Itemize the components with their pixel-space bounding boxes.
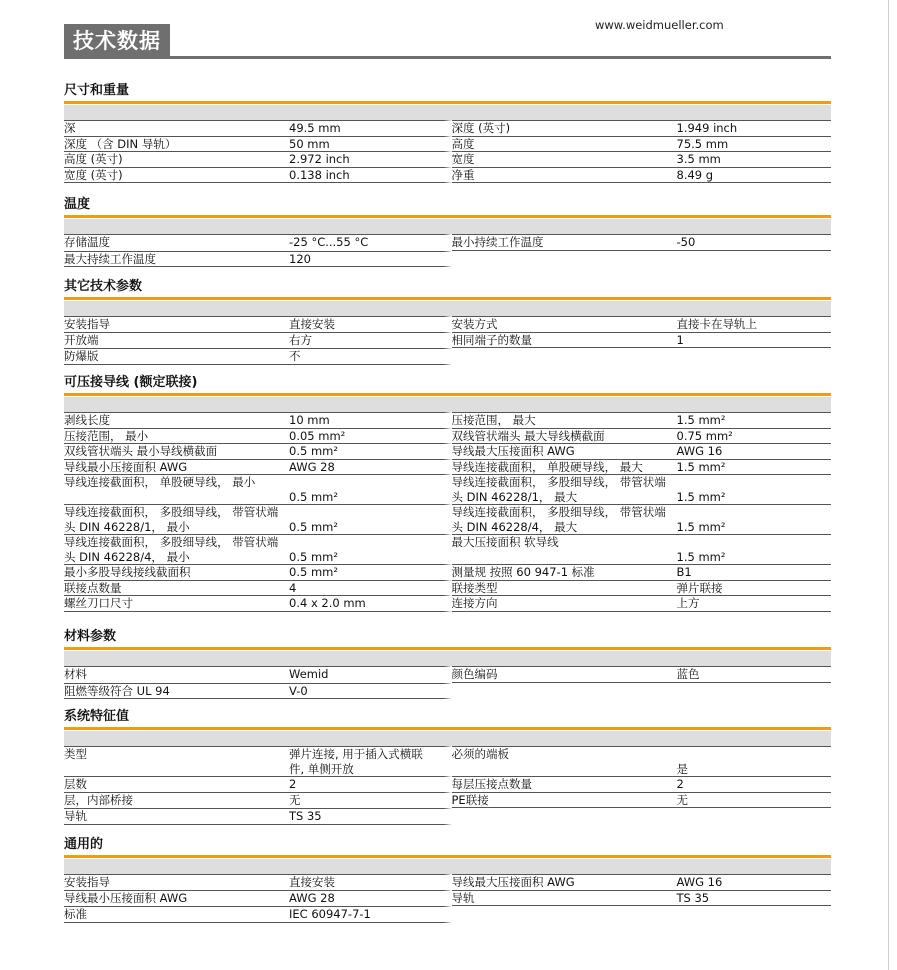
spec-value-line: 直接安装: [289, 317, 335, 331]
section-header-band: [64, 219, 831, 234]
section-dimensions-weight: [64, 82, 831, 183]
section-title: 温度: [64, 197, 91, 212]
spec-value-line: 1: [676, 332, 684, 347]
spec-label: [64, 565, 289, 580]
section-header-band: [64, 397, 831, 412]
spec-label: [64, 535, 289, 564]
spec-label: [452, 875, 677, 890]
spec-label: [64, 475, 289, 504]
spec-label-line: 最大持续工作温度: [64, 251, 156, 266]
spec-value: [677, 793, 832, 808]
spec-value: [677, 891, 832, 906]
spec-value: [289, 475, 444, 504]
spec-row: [64, 595, 831, 612]
spec-value: [289, 349, 444, 364]
spec-value: [677, 505, 832, 534]
spec-value-line: [677, 535, 832, 550]
spec-value: [677, 808, 832, 825]
section-general: [64, 836, 831, 923]
spec-label-line: 导线连接截面积， 多股细导线， 带管状端: [451, 505, 666, 519]
spec-label-line: 头 DIN 46228/4， 最小: [64, 549, 190, 564]
spec-rows: [64, 316, 831, 365]
spec-label: [64, 168, 289, 183]
spec-label-line: 压接范围， 最大: [451, 413, 536, 427]
spec-label: [452, 581, 677, 596]
spec-label: [64, 349, 289, 364]
spec-label: [452, 683, 677, 700]
spec-label: [452, 333, 677, 348]
spec-value: [289, 460, 444, 475]
spec-label: [452, 747, 677, 776]
spec-value-line: 1.5 mm²: [676, 489, 726, 504]
spec-label: [64, 809, 289, 824]
spec-value: [289, 535, 444, 564]
spec-value: [289, 413, 444, 428]
spec-label: [452, 505, 677, 534]
spec-value: [677, 535, 832, 564]
spec-label-line: 导线连接截面积， 多股细导线， 带管状端: [64, 505, 279, 519]
spec-value-line: 弹片连接, 用于插入式横联: [289, 747, 423, 761]
spec-value-line: 无: [289, 792, 301, 807]
spec-label: [452, 413, 677, 428]
spec-row: [64, 251, 831, 268]
spec-value-line: V-0: [289, 683, 308, 698]
spec-label-line: 深: [64, 121, 76, 135]
spec-value-line: -50: [676, 235, 696, 249]
spec-label-line: 安装指导: [64, 317, 110, 331]
spec-label: [452, 152, 677, 167]
spec-value-line: 49.5 mm: [289, 121, 341, 135]
spec-value-line: 弹片联接: [676, 580, 723, 595]
spec-label-line: 层，内部桥接: [64, 792, 133, 807]
spec-value: [677, 348, 832, 365]
spec-row: [64, 504, 831, 534]
spec-label-line: 导线最小压接面积 AWG: [64, 459, 188, 474]
spec-row: [64, 746, 831, 776]
spec-label: [64, 121, 289, 136]
spec-row: [64, 874, 831, 890]
spec-value-line: [677, 505, 832, 520]
spec-value: [289, 891, 444, 907]
spec-value-line: [289, 505, 444, 520]
spec-row: [64, 666, 831, 683]
spec-value: [677, 251, 832, 268]
section-header-band: [64, 731, 831, 746]
spec-label-line: 最小多股导线接线截面积: [64, 565, 191, 579]
spec-value: [289, 809, 444, 824]
spec-rows: [64, 666, 831, 699]
spec-label-line: 层数: [64, 777, 87, 791]
section-rule: [64, 855, 831, 858]
spec-value-line: 不: [289, 349, 301, 363]
spec-value: [289, 235, 444, 251]
spec-value-line: 0.5 mm²: [289, 565, 338, 579]
spec-label: [64, 596, 289, 611]
spec-row: [64, 776, 831, 792]
spec-label: [452, 444, 677, 459]
spec-label: [452, 251, 677, 268]
spec-value-line: Wemid: [289, 667, 329, 681]
spec-label-line: 相同端子的数量: [451, 332, 532, 347]
spec-value: [677, 475, 832, 504]
spec-label-line: 导线连接截面积， 多股细导线， 带管状端: [64, 535, 279, 549]
spec-label-line: 最小持续工作温度: [451, 235, 544, 249]
spec-value-line: 1.5 mm²: [676, 549, 726, 564]
spec-label-line: 高度: [451, 136, 475, 151]
spec-value: [289, 875, 444, 890]
section-other-technical: [64, 278, 831, 365]
spec-rows: [64, 412, 831, 612]
spec-value-line: [289, 535, 444, 550]
spec-value: [677, 444, 832, 459]
spec-value-line: TS 35: [676, 890, 710, 905]
spec-label-line: 净重: [451, 167, 475, 182]
spec-label-line: 材料: [64, 667, 87, 681]
spec-value-line: 1.5 mm²: [676, 459, 726, 474]
spec-label: [452, 891, 677, 906]
spec-label: [452, 535, 677, 564]
spec-label: [452, 460, 677, 475]
spec-row: [64, 443, 831, 459]
spec-label: [64, 907, 289, 922]
spec-label-line: 安装方式: [451, 317, 498, 331]
spec-label-line: 安装指导: [64, 875, 110, 889]
spec-label-line: 螺丝刀口尺寸: [64, 596, 133, 610]
spec-row: [64, 316, 831, 332]
spec-value-line: -25 °C...55 °C: [289, 235, 369, 249]
section-title: 材料参数: [64, 629, 117, 644]
spec-value-line: 直接卡在导轨上: [676, 317, 757, 331]
spec-label-line: 测量规 按照 60 947-1 标准: [451, 565, 595, 579]
spec-value-line: [289, 475, 444, 490]
section-title: 其它技术参数: [64, 279, 143, 294]
spec-value: [289, 777, 444, 792]
spec-value: [289, 565, 444, 580]
spec-value: [289, 684, 444, 699]
spec-value-line: B1: [676, 565, 692, 579]
spec-value: [677, 906, 832, 923]
spec-value: [677, 581, 832, 596]
spec-row: [64, 348, 831, 365]
spec-value: [289, 581, 444, 596]
spec-value-line: IEC 60947-7-1: [289, 907, 371, 921]
spec-value-line: 上方: [676, 596, 700, 610]
spec-value-line: 75.5 mm: [676, 136, 729, 151]
spec-value: [289, 317, 444, 332]
spec-rows: [64, 234, 831, 267]
spec-value-line: 8.49 g: [676, 167, 714, 182]
spec-label-line: 双线管状端头 最大导线横截面: [451, 428, 605, 443]
spec-label: [64, 460, 289, 475]
spec-value-line: 0.05 mm²: [289, 428, 346, 443]
spec-value-line: 3.5 mm: [676, 152, 721, 166]
spec-value: [677, 235, 832, 250]
spec-value-line: 50 mm: [289, 136, 330, 151]
spec-value: [677, 121, 832, 136]
website-url[interactable]: www.weidmueller.com: [595, 18, 724, 32]
spec-value: [677, 317, 832, 332]
spec-label-line: 导线连接截面积， 单股硬导线， 最大: [451, 459, 643, 474]
spec-label: [64, 684, 289, 699]
spec-row: [64, 792, 831, 809]
spec-label-line: 双线管状端头 最小导线横截面: [64, 444, 218, 458]
spec-label: [452, 475, 677, 504]
spec-value: [677, 777, 832, 792]
spec-label: [64, 667, 289, 683]
spec-row: [64, 459, 831, 475]
spec-value-line: 是: [676, 761, 688, 776]
spec-value: [677, 460, 832, 475]
title-rule: [64, 56, 831, 59]
spec-value: [677, 333, 832, 348]
section-rule: [64, 215, 831, 218]
section-title: 系统特征值: [64, 709, 130, 724]
spec-value: [677, 683, 832, 700]
section-rule: [64, 727, 831, 730]
spec-row: [64, 808, 831, 825]
spec-label: [64, 891, 289, 907]
spec-label-line: 导轨: [64, 809, 87, 823]
spec-value-line: 0.5 mm²: [289, 444, 338, 458]
spec-label-line: 存储温度: [64, 235, 110, 249]
spec-row: [64, 906, 831, 923]
section-title: 可压接导线 (额定联接): [64, 375, 198, 390]
spec-label: [64, 333, 289, 349]
spec-label: [452, 235, 677, 250]
section-rule: [64, 647, 831, 650]
spec-label: [452, 121, 677, 136]
section-temperature: [64, 196, 831, 267]
spec-value-line: 0.5 mm²: [289, 549, 338, 564]
spec-label-line: 防爆版: [64, 349, 99, 363]
spec-value-line: 10 mm: [289, 413, 330, 427]
section-header-band: [64, 651, 831, 666]
section-rule: [64, 101, 831, 104]
section-title: 尺寸和重量: [64, 83, 130, 98]
spec-label-line: 高度 (英寸): [64, 152, 123, 166]
spec-value: [677, 565, 832, 580]
spec-value: [289, 505, 444, 534]
section-header-band: [64, 301, 831, 316]
spec-label: [64, 505, 289, 534]
spec-label: [452, 793, 677, 808]
spec-value: [289, 907, 444, 922]
spec-label: [452, 596, 677, 611]
spec-value-line: AWG 16: [676, 444, 723, 458]
spec-label-line: 类型: [64, 747, 87, 761]
spec-row: [64, 234, 831, 251]
spec-row: [64, 534, 831, 564]
spec-value: [289, 168, 444, 183]
spec-label-line: 导线最大压接面积 AWG: [451, 444, 575, 458]
spec-label-line: 联接类型: [451, 580, 498, 595]
spec-label-line: 头 DIN 46228/4， 最大: [451, 519, 578, 534]
spec-value-line: 1.949 inch: [676, 121, 738, 135]
spec-label: [452, 317, 677, 332]
section-header-band: [64, 105, 831, 120]
spec-value-line: 4: [289, 580, 297, 595]
spec-label-line: 压接范围， 最小: [64, 428, 149, 443]
spec-label: [64, 875, 289, 890]
spec-value: [289, 793, 444, 809]
spec-label: [452, 137, 677, 152]
spec-value: [677, 152, 832, 167]
spec-label-line: 联接点数量: [64, 580, 122, 595]
spec-value-line: 蓝色: [676, 667, 700, 681]
spec-rows: [64, 120, 831, 183]
spec-label: [452, 348, 677, 365]
spec-label: [64, 581, 289, 596]
spec-value: [289, 747, 444, 776]
spec-row: [64, 890, 831, 907]
spec-value-line: 120: [289, 251, 311, 266]
spec-value-line: AWG 28: [289, 890, 335, 905]
spec-row: [64, 151, 831, 167]
spec-label: [452, 168, 677, 183]
spec-label: [64, 252, 289, 267]
spec-value-line: [677, 475, 832, 490]
spec-label: [452, 808, 677, 825]
spec-label-line: 深度 （含 DIN 导轨）: [64, 136, 177, 151]
spec-label-line: 宽度 (英寸): [64, 167, 123, 182]
spec-label: [64, 429, 289, 444]
spec-value: [289, 252, 444, 267]
spec-value-line: TS 35: [289, 809, 322, 823]
spec-value: [677, 875, 832, 890]
spec-label-line: 标准: [64, 907, 87, 921]
spec-value-line: 0.4 x 2.0 mm: [289, 596, 366, 610]
spec-value: [289, 121, 444, 136]
spec-value-line: 件, 单侧开放: [289, 761, 354, 776]
spec-value-line: 2: [289, 777, 297, 791]
spec-label: [64, 444, 289, 459]
section-crimp-conductors: [64, 374, 831, 612]
spec-value-line: 右方: [289, 332, 312, 347]
spec-row: [64, 683, 831, 700]
spec-label-line: 每层压接点数量: [451, 777, 532, 791]
spec-label-line: 导线连接截面积， 单股硬导线， 最小: [64, 475, 256, 489]
spec-label: [64, 777, 289, 792]
spec-row: [64, 136, 831, 152]
spec-value-line: 1.5 mm²: [676, 519, 726, 534]
spec-value-line: 0.5 mm²: [289, 519, 338, 534]
spec-label-line: 最大压接面积 软导线: [451, 535, 559, 549]
spec-row: [64, 167, 831, 184]
spec-value-line: 2.972 inch: [289, 152, 350, 166]
spec-label-line: 深度 (英寸): [451, 121, 511, 135]
spec-value: [289, 429, 444, 444]
spec-label: [64, 747, 289, 776]
spec-value-line: 无: [676, 792, 688, 807]
spec-label: [452, 667, 677, 682]
spec-row: [64, 428, 831, 444]
spec-label-line: 导线最大压接面积 AWG: [451, 875, 575, 889]
spec-value: [289, 444, 444, 459]
spec-label: [64, 317, 289, 332]
spec-row: [64, 564, 831, 580]
section-system-characteristics: [64, 708, 831, 825]
spec-label-line: 导线最小压接面积 AWG: [64, 890, 188, 905]
spec-row: [64, 120, 831, 136]
spec-rows: [64, 874, 831, 923]
spec-value: [289, 596, 444, 611]
spec-value-line: 直接安装: [289, 875, 335, 889]
spec-value-line: 1.5 mm²: [676, 413, 726, 427]
spec-label-line: 阻燃等级符合 UL 94: [64, 683, 170, 698]
spec-row: [64, 474, 831, 504]
section-rule: [64, 393, 831, 396]
spec-label: [452, 429, 677, 444]
spec-value-line: 0.138 inch: [289, 167, 350, 182]
spec-rows: [64, 746, 831, 825]
spec-value: [289, 333, 444, 349]
spec-row: [64, 332, 831, 349]
spec-row: [64, 412, 831, 428]
spec-label-line: 导线连接截面积， 多股细导线， 带管状端: [451, 475, 666, 489]
spec-value-line: AWG 28: [289, 459, 335, 474]
spec-label: [452, 906, 677, 923]
spec-label-line: 连接方向: [451, 596, 498, 610]
spec-value: [677, 596, 832, 611]
spec-value: [677, 429, 832, 444]
spec-label-line: 颜色编码: [451, 667, 498, 681]
spec-label: [452, 777, 677, 792]
spec-value-line: 2: [676, 777, 684, 791]
spec-label-line: 导轨: [451, 890, 475, 905]
spec-value: [677, 137, 832, 152]
spec-value: [677, 667, 832, 682]
spec-label-line: 剥线长度: [64, 413, 110, 427]
spec-value: [677, 747, 832, 776]
section-rule: [64, 297, 831, 300]
spec-value: [677, 168, 832, 183]
spec-label: [64, 235, 289, 251]
spec-label-line: 开放端: [64, 332, 99, 347]
spec-value-line: 0.75 mm²: [676, 428, 733, 443]
section-header-band: [64, 859, 831, 874]
spec-row: [64, 580, 831, 596]
spec-label: [64, 152, 289, 167]
page-edge-line: [888, 0, 889, 970]
spec-value-line: 0.5 mm²: [289, 489, 338, 504]
spec-label: [64, 413, 289, 428]
spec-value: [677, 413, 832, 428]
spec-label: [64, 793, 289, 809]
section-title: 通用的: [64, 837, 104, 852]
spec-label-line: 宽度: [451, 152, 475, 166]
section-material: [64, 628, 831, 699]
spec-label-line: 必须的端板: [451, 747, 509, 761]
spec-label: [64, 137, 289, 152]
spec-label-line: 头 DIN 46228/1， 最大: [451, 489, 578, 504]
spec-value: [289, 667, 444, 683]
spec-label-line: PE联接: [451, 792, 489, 807]
page-title: 技术数据: [64, 24, 170, 58]
spec-value: [289, 137, 444, 152]
spec-label-line: 头 DIN 46228/1， 最小: [64, 519, 190, 534]
spec-value: [289, 152, 444, 167]
spec-value-line: AWG 16: [676, 875, 723, 889]
spec-label: [452, 565, 677, 580]
spec-value-line: [677, 747, 832, 762]
